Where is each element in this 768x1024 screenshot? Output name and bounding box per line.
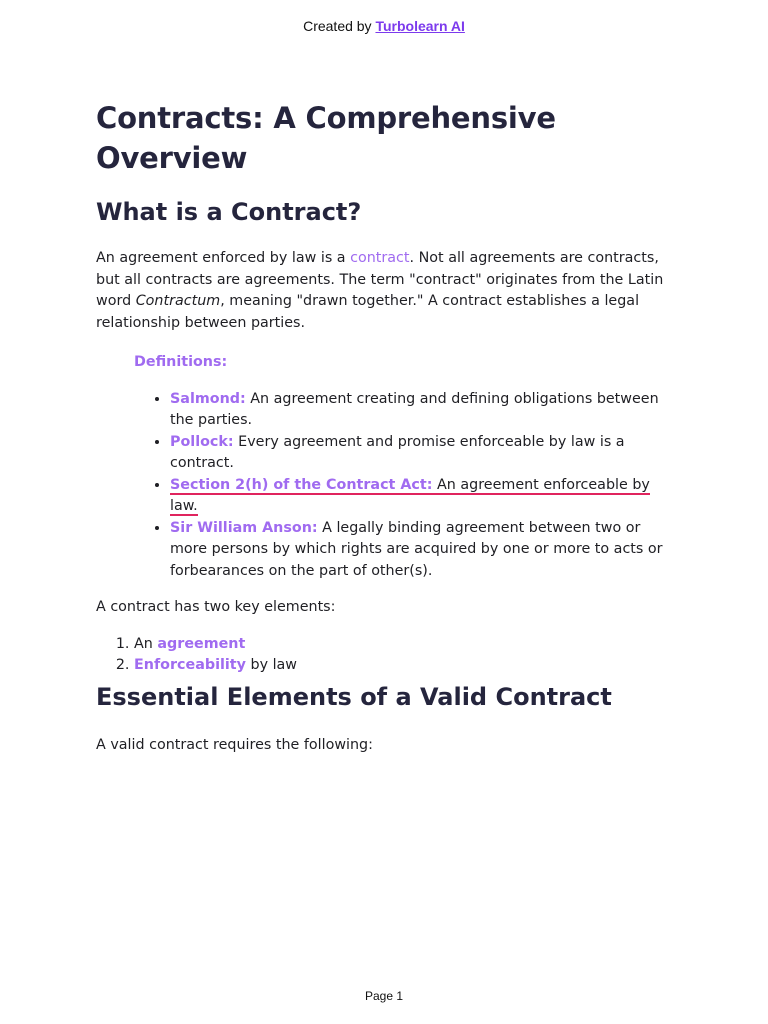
definition-item-salmond — [170, 389, 678, 432]
turbolearn-link[interactable]: Turbolearn AI — [375, 18, 465, 34]
definition-source: Sir William Anson: — [170, 519, 318, 536]
key-element-item — [134, 634, 678, 656]
key-elements-list — [96, 634, 678, 677]
definition-item-anson — [170, 518, 678, 583]
definition-text: Every agreement and promise enforceable by law is a contract. — [170, 433, 625, 471]
key-element-prefix: An — [134, 635, 158, 652]
created-by-header — [0, 18, 768, 34]
page-number: Page 1 — [364, 989, 404, 1003]
document-body — [96, 98, 678, 756]
definition-source: Section 2(h) of the Contract Act: — [170, 476, 433, 493]
key-elements-intro: A contract has two key elements: — [96, 599, 336, 615]
key-element-item — [134, 655, 678, 677]
section-heading-what-is-contract: What is a Contract? — [96, 198, 362, 226]
created-by-text: Created by — [303, 18, 376, 34]
definitions-list — [134, 389, 678, 583]
underline-mark — [170, 477, 650, 517]
definition-text: An agreement enforceable by law. — [170, 476, 650, 514]
intro-part-1: An agreement enforced by law is a — [96, 250, 351, 266]
valid-contract-intro: A valid contract requires the following: — [96, 736, 373, 753]
section-heading-essential-elements: Essential Elements of a Valid Contract — [96, 682, 612, 711]
key-element-suffix: by law — [245, 657, 298, 673]
document-title: Contracts: A Comprehensive Overview — [96, 101, 556, 175]
definition-item-section-2h — [170, 475, 678, 518]
latin-term: Contractum — [135, 293, 221, 309]
intro-part-3: , meaning "drawn together." A contract establishes a legal relationship between parties. — [96, 293, 640, 331]
definition-text: A legally binding agreement between two or more persons by which rights are acquired by one or more to acts or forbearances on the part of other(s). — [170, 519, 663, 579]
definition-item-pollock — [170, 432, 678, 475]
term-contract: contract — [350, 250, 410, 266]
key-element-term: Enforceability — [134, 657, 246, 673]
intro-part-2: . Not all agreements are contracts, but all contracts are agreements. The term "contract" originates from the Latin word — [96, 250, 664, 309]
intro-paragraph — [96, 248, 678, 334]
definition-source: Salmond: — [170, 390, 246, 407]
key-element-term: agreement — [157, 635, 246, 652]
definition-source: Pollock: — [170, 433, 234, 450]
definitions-label: Definitions: — [134, 354, 228, 370]
definition-text: An agreement creating and defining obligations between the parties. — [170, 390, 659, 428]
